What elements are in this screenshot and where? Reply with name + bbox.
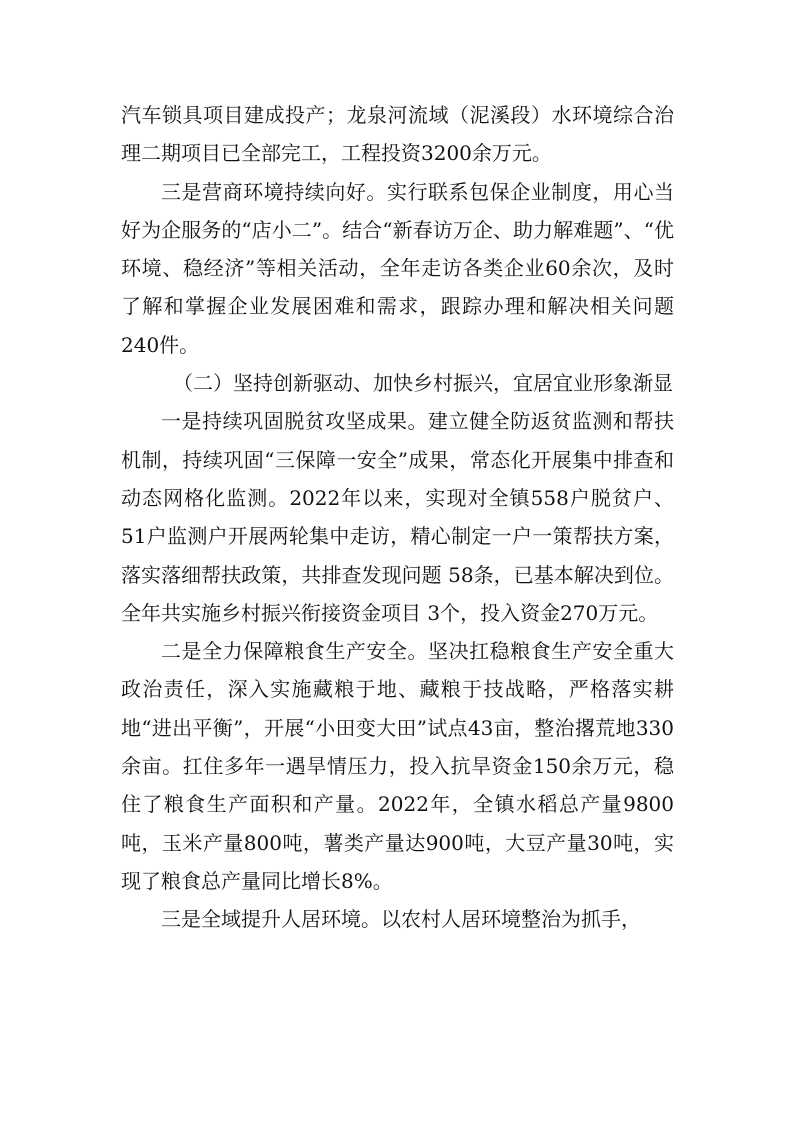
paragraph-business-environment: 三是营商环境持续向好。实行联系包保企业制度，用心当好为企服务的“店小二”。结合“新春访万企、助力解难题”、“优环境、稳经济”等相关活动，全年走访各类企业60余次，及时了解和掌握企业发展困难和需求，跟踪办理和解决相关问题240件。 xyxy=(121,179,674,357)
paragraph-living-environment: 三是全域提升人居环境。以农村人居环境整治为抓手， xyxy=(161,907,641,932)
document-body xyxy=(121,96,674,939)
paragraph-continuation: 汽车锁具项目建成投产；龙泉河流域（泥溪段）水环境综合治理二期项目已全部完工，工程投资3200余万元。 xyxy=(121,103,674,166)
section-heading-2: （二）坚持创新驱动、加快乡村振兴，宜居宜业形象渐显 xyxy=(173,371,673,396)
paragraph-poverty-alleviation: 一是持续巩固脱贫攻坚成果。建立健全防返贫监测和帮扶机制，持续巩固“三保障一安全”成果，常态化开展集中排查和动态网格化监测。2022年以来，实现对全镇558户脱贫户、51户监测户开展两轮集中走访，精心制定一户一策帮扶方案，落实落细帮扶政策，共排查发现问题 58条，已基本解决到位。全年共实施乡村振兴衔接资金项目 3个，投入资金270万元。 xyxy=(121,409,674,625)
paragraph-grain-security: 二是全力保障粮食生产安全。坚决扛稳粮食生产安全重大政治责任，深入实施藏粮于地、藏粮于技战略，严格落实耕地“进出平衡”，开展“小田变大田”试点43亩，整治撂荒地330余亩。扛住多年一遇旱情压力，投入抗旱资金150余万元，稳住了粮食生产面积和产量。2022年，全镇水稻总产量9800吨，玉米产量800吨，薯类产量达900吨，大豆产量30吨，实现了粮食总产量同比增长8%。 xyxy=(121,639,674,893)
